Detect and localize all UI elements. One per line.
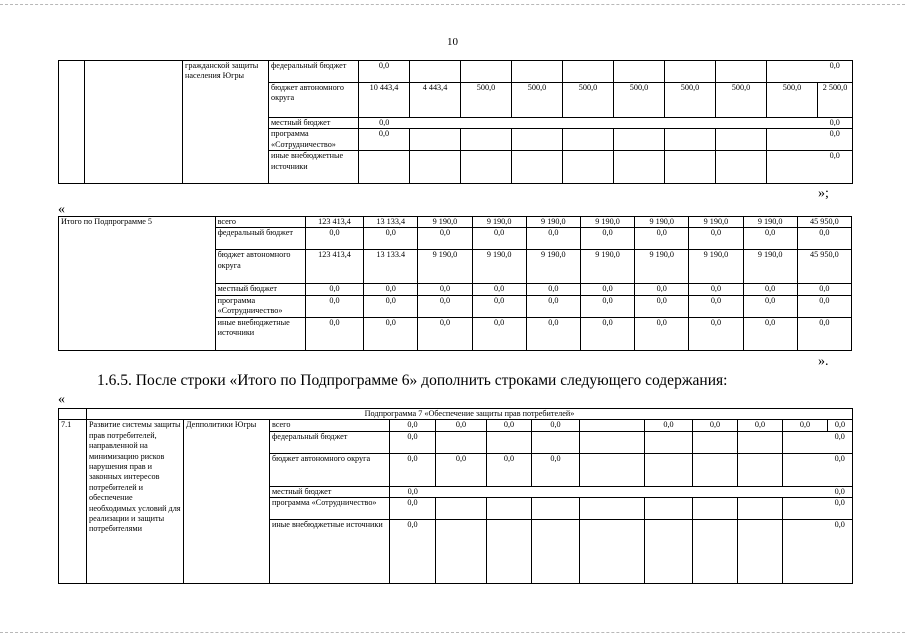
value-cell bbox=[665, 118, 716, 129]
value-cell: 0,0 bbox=[305, 284, 363, 295]
value-cell: 500,0 bbox=[614, 83, 665, 118]
value-cell: 0,0 bbox=[390, 453, 436, 486]
funding-source: местный бюджет bbox=[269, 118, 359, 129]
value-cell: 0,0 bbox=[580, 317, 634, 350]
value-cell: 0,0 bbox=[418, 317, 472, 350]
funding-source: федеральный бюджет bbox=[269, 61, 359, 83]
value-cell bbox=[665, 129, 716, 151]
total-cell: 0,0 bbox=[818, 61, 853, 83]
value-cell: 9 190,0 bbox=[689, 250, 743, 284]
value-cell: 0,0 bbox=[364, 284, 418, 295]
value-cell: 500,0 bbox=[563, 83, 614, 118]
value-cell: 13 133.4 bbox=[364, 250, 418, 284]
value-cell: 9 190,0 bbox=[635, 250, 689, 284]
value-cell: 0,0 bbox=[797, 284, 851, 295]
value-cell: 45 950,0 bbox=[797, 250, 851, 284]
scan-bottom-edge bbox=[0, 632, 905, 633]
value-cell: 0,0 bbox=[828, 453, 853, 486]
funding-source: программа «Сотрудничество» bbox=[270, 498, 390, 520]
value-cell: 0,0 bbox=[828, 498, 853, 520]
value-cell: 0,0 bbox=[390, 420, 436, 431]
value-cell bbox=[614, 151, 665, 184]
value-cell: 500,0 bbox=[665, 83, 716, 118]
value-cell bbox=[563, 118, 614, 129]
value-cell: 9 190,0 bbox=[743, 217, 797, 228]
value-cell: 0,0 bbox=[472, 228, 526, 250]
closing-quote-mark: ». bbox=[818, 354, 829, 369]
value-cell bbox=[783, 431, 828, 453]
value-cell bbox=[512, 129, 563, 151]
value-cell: 0,0 bbox=[305, 228, 363, 250]
value-cell bbox=[645, 498, 693, 520]
value-cell bbox=[532, 520, 580, 584]
value-cell bbox=[512, 61, 563, 83]
funding-source: иные внебюджетные источники bbox=[270, 520, 390, 584]
total-cell: 0,0 bbox=[818, 118, 853, 129]
value-cell: 123 413,4 bbox=[305, 250, 363, 284]
value-cell: 0,0 bbox=[390, 520, 436, 584]
value-cell bbox=[614, 129, 665, 151]
value-cell bbox=[532, 498, 580, 520]
funding-source: бюджет автономного округа bbox=[270, 453, 390, 486]
value-cell bbox=[645, 453, 693, 486]
funding-source: бюджет автономного округа bbox=[269, 83, 359, 118]
total-cell: 2 500,0 bbox=[818, 83, 853, 118]
value-cell: 0,0 bbox=[487, 453, 532, 486]
value-cell bbox=[738, 498, 783, 520]
value-cell: 0,0 bbox=[689, 228, 743, 250]
value-cell bbox=[693, 453, 738, 486]
page-number: 10 bbox=[447, 36, 458, 48]
value-cell bbox=[487, 498, 532, 520]
opening-quote-mark: « bbox=[58, 202, 65, 217]
value-cell bbox=[487, 486, 532, 497]
value-cell: 9 190,0 bbox=[689, 217, 743, 228]
value-cell: 0,0 bbox=[689, 295, 743, 317]
value-cell bbox=[767, 151, 818, 184]
value-cell bbox=[693, 431, 738, 453]
value-cell: 0,0 bbox=[689, 317, 743, 350]
value-cell: 0,0 bbox=[526, 317, 580, 350]
funding-source: местный бюджет bbox=[215, 284, 305, 295]
amendment-paragraph: 1.6.5. После строки «Итого по Подпрограмме 6» дополнить строками следующего содержания: bbox=[97, 372, 728, 389]
value-cell bbox=[693, 498, 738, 520]
value-cell: 0,0 bbox=[418, 284, 472, 295]
value-cell bbox=[436, 486, 487, 497]
value-cell: 9 190,0 bbox=[580, 217, 634, 228]
value-cell bbox=[767, 129, 818, 151]
value-cell bbox=[614, 118, 665, 129]
value-cell bbox=[614, 61, 665, 83]
value-cell: 0,0 bbox=[359, 129, 410, 151]
value-cell: 0,0 bbox=[390, 431, 436, 453]
value-cell: 0,0 bbox=[693, 420, 738, 431]
table-row bbox=[59, 217, 852, 228]
value-cell: 13 133,4 bbox=[364, 217, 418, 228]
value-cell bbox=[461, 118, 512, 129]
value-cell: 0,0 bbox=[532, 453, 580, 486]
value-cell: 0,0 bbox=[472, 284, 526, 295]
value-cell: 0,0 bbox=[797, 295, 851, 317]
value-cell: 0,0 bbox=[828, 520, 853, 584]
value-cell: 500,0 bbox=[512, 83, 563, 118]
value-cell: 0,0 bbox=[797, 317, 851, 350]
value-cell: 0,0 bbox=[526, 284, 580, 295]
value-cell: 0,0 bbox=[359, 61, 410, 83]
value-cell bbox=[580, 420, 645, 431]
value-cell bbox=[436, 498, 487, 520]
value-cell: 0,0 bbox=[635, 284, 689, 295]
table-row bbox=[59, 409, 853, 420]
blank-activity-cell bbox=[85, 61, 183, 184]
value-cell: 0,0 bbox=[645, 420, 693, 431]
value-cell: 0,0 bbox=[828, 420, 853, 431]
value-cell: 0,0 bbox=[390, 486, 436, 497]
value-cell: 0,0 bbox=[635, 295, 689, 317]
value-cell: 0,0 bbox=[738, 420, 783, 431]
value-cell bbox=[738, 431, 783, 453]
activity-number: 7.1 bbox=[59, 420, 87, 584]
value-cell: 0,0 bbox=[418, 228, 472, 250]
activity-name: Развитие системы защиты прав потребителей, направленной на минимизацию рисков нарушения прав и законных интересов потребителей и обеспечение необходимых условий для реализации и защиты потребителями bbox=[87, 420, 184, 584]
value-cell: 0,0 bbox=[472, 295, 526, 317]
value-cell: 0,0 bbox=[828, 431, 853, 453]
total-cell: 0,0 bbox=[818, 151, 853, 184]
funding-source: всего bbox=[270, 420, 390, 431]
value-cell: 0,0 bbox=[364, 295, 418, 317]
value-cell: 0,0 bbox=[689, 284, 743, 295]
funding-source: иные внебюджетные источники bbox=[215, 317, 305, 350]
value-cell: 0,0 bbox=[828, 486, 853, 497]
value-cell: 0,0 bbox=[743, 295, 797, 317]
value-cell bbox=[512, 151, 563, 184]
value-cell bbox=[716, 118, 767, 129]
value-cell: 9 190,0 bbox=[580, 250, 634, 284]
value-cell: 123 413,4 bbox=[305, 217, 363, 228]
value-cell: 0,0 bbox=[472, 317, 526, 350]
value-cell: 0,0 bbox=[743, 284, 797, 295]
value-cell: 9 190,0 bbox=[526, 250, 580, 284]
value-cell bbox=[665, 61, 716, 83]
value-cell: 9 190,0 bbox=[418, 217, 472, 228]
value-cell bbox=[580, 498, 645, 520]
value-cell: 0,0 bbox=[418, 295, 472, 317]
value-cell bbox=[716, 129, 767, 151]
value-cell bbox=[645, 486, 693, 497]
value-cell bbox=[563, 151, 614, 184]
value-cell: 9 190,0 bbox=[635, 217, 689, 228]
value-cell bbox=[580, 520, 645, 584]
funding-source: федеральный бюджет bbox=[270, 431, 390, 453]
value-cell: 0,0 bbox=[635, 317, 689, 350]
executor-name: Депполитики Югры bbox=[184, 420, 270, 584]
value-cell: 500,0 bbox=[716, 83, 767, 118]
value-cell: 9 190,0 bbox=[472, 250, 526, 284]
scan-top-edge bbox=[0, 4, 905, 5]
value-cell bbox=[410, 118, 461, 129]
value-cell bbox=[783, 453, 828, 486]
value-cell: 500,0 bbox=[461, 83, 512, 118]
value-cell bbox=[436, 520, 487, 584]
table-continuation bbox=[58, 60, 853, 184]
value-cell: 45 950,0 bbox=[797, 217, 851, 228]
blank-header-cell bbox=[59, 409, 87, 420]
value-cell bbox=[738, 520, 783, 584]
table-row bbox=[59, 61, 853, 83]
value-cell bbox=[645, 431, 693, 453]
value-cell bbox=[580, 453, 645, 486]
funding-source: бюджет автономного округа bbox=[215, 250, 305, 284]
value-cell bbox=[580, 486, 645, 497]
funding-source: программа «Сотрудничество» bbox=[215, 295, 305, 317]
value-cell: 0,0 bbox=[364, 317, 418, 350]
value-cell bbox=[738, 486, 783, 497]
value-cell bbox=[512, 118, 563, 129]
value-cell: 0,0 bbox=[580, 228, 634, 250]
funding-source: иные внебюджетные источники bbox=[269, 151, 359, 184]
value-cell bbox=[563, 129, 614, 151]
value-cell: 0,0 bbox=[532, 420, 580, 431]
funding-source: федеральный бюджет bbox=[215, 228, 305, 250]
value-cell: 0,0 bbox=[580, 295, 634, 317]
value-cell bbox=[716, 151, 767, 184]
program-header: Подпрограмма 7 «Обеспечение защиты прав потребителей» bbox=[87, 409, 853, 420]
value-cell: 0,0 bbox=[487, 420, 532, 431]
value-cell: 0,0 bbox=[305, 317, 363, 350]
value-cell bbox=[461, 61, 512, 83]
value-cell bbox=[693, 486, 738, 497]
value-cell bbox=[580, 431, 645, 453]
value-cell bbox=[783, 520, 828, 584]
value-cell: 0,0 bbox=[305, 295, 363, 317]
value-cell: 9 190,0 bbox=[418, 250, 472, 284]
value-cell: 9 190,0 bbox=[472, 217, 526, 228]
value-cell bbox=[461, 129, 512, 151]
value-cell bbox=[461, 151, 512, 184]
value-cell: 500,0 bbox=[767, 83, 818, 118]
funding-source: всего bbox=[215, 217, 305, 228]
value-cell: 0,0 bbox=[783, 420, 828, 431]
value-cell: 0,0 bbox=[390, 498, 436, 520]
value-cell: 0,0 bbox=[743, 228, 797, 250]
value-cell: 0,0 bbox=[580, 284, 634, 295]
value-cell bbox=[767, 118, 818, 129]
table-subprogram-7 bbox=[58, 408, 853, 584]
value-cell: 10 443,4 bbox=[359, 83, 410, 118]
blank-number-cell bbox=[59, 61, 85, 184]
value-cell bbox=[487, 520, 532, 584]
value-cell bbox=[532, 431, 580, 453]
value-cell bbox=[645, 520, 693, 584]
value-cell: 9 190,0 bbox=[526, 217, 580, 228]
value-cell bbox=[767, 61, 818, 83]
closing-quote-mark: »; bbox=[818, 186, 829, 201]
table-row bbox=[59, 420, 853, 431]
value-cell bbox=[563, 61, 614, 83]
value-cell bbox=[410, 129, 461, 151]
opening-quote-mark: « bbox=[58, 392, 65, 407]
table-subprogram-5-total bbox=[58, 216, 852, 351]
value-cell bbox=[410, 61, 461, 83]
subprogram-name: гражданской защиты населения Югры bbox=[183, 61, 269, 184]
value-cell bbox=[665, 151, 716, 184]
value-cell: 0,0 bbox=[797, 228, 851, 250]
funding-source: программа «Сотрудничество» bbox=[269, 129, 359, 151]
value-cell bbox=[410, 151, 461, 184]
funding-source: местный бюджет bbox=[270, 486, 390, 497]
value-cell: 9 190,0 bbox=[743, 250, 797, 284]
value-cell bbox=[693, 520, 738, 584]
value-cell bbox=[436, 431, 487, 453]
value-cell bbox=[359, 151, 410, 184]
value-cell: 0,0 bbox=[436, 420, 487, 431]
value-cell: 0,0 bbox=[635, 228, 689, 250]
value-cell: 0,0 bbox=[743, 317, 797, 350]
value-cell bbox=[783, 498, 828, 520]
value-cell: 0,0 bbox=[364, 228, 418, 250]
value-cell bbox=[532, 486, 580, 497]
value-cell bbox=[738, 453, 783, 486]
value-cell: 0,0 bbox=[526, 228, 580, 250]
value-cell bbox=[783, 486, 828, 497]
value-cell bbox=[487, 431, 532, 453]
value-cell: 0,0 bbox=[526, 295, 580, 317]
value-cell bbox=[716, 61, 767, 83]
value-cell: 0,0 bbox=[436, 453, 487, 486]
total-label: Итого по Подпрограмме 5 bbox=[59, 217, 216, 351]
value-cell: 4 443,4 bbox=[410, 83, 461, 118]
total-cell: 0,0 bbox=[818, 129, 853, 151]
value-cell: 0,0 bbox=[359, 118, 410, 129]
